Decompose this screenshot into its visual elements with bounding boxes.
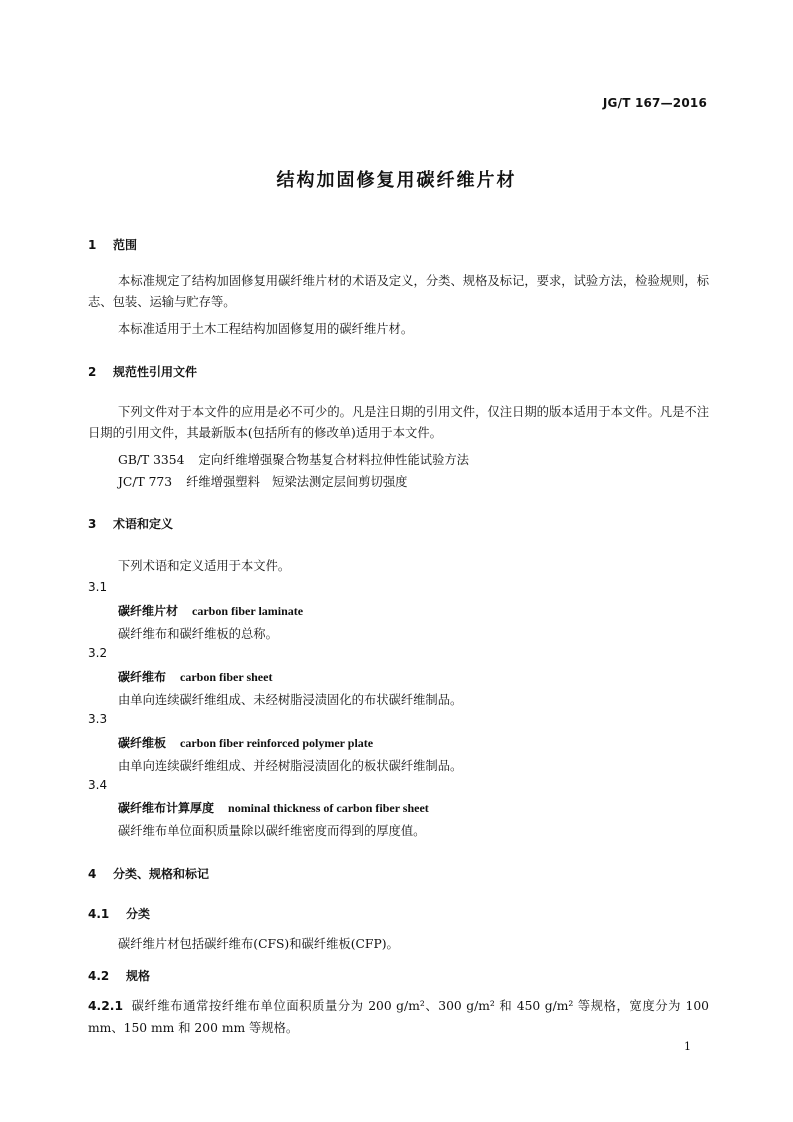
term-entry: [118, 668, 272, 685]
subsection-4-1-heading: [88, 905, 150, 922]
section-3-heading: [88, 515, 173, 532]
reference-title: 定向纤维增强聚合物基复合材料拉伸性能试验方法: [198, 453, 469, 467]
section-1-heading: [88, 236, 137, 253]
term-chinese: 碳纤维片材: [118, 604, 179, 618]
page-number: 1: [684, 1040, 691, 1053]
clause-text: 碳纤维布通常按纤维布单位面积质量分为 200 g/m²、300 g/m² 和 450 g/m² 等规格，宽度分为 100 mm、150 mm 和 200 mm 等规格。: [88, 999, 709, 1035]
term-entry: [118, 734, 373, 751]
section-title: 规范性引用文件: [113, 365, 198, 379]
term-number: 3.4: [88, 778, 108, 792]
section-2-paragraph-1: 下列文件对于本文件的应用是必不可少的。凡是注日期的引用文件，仅注日期的版本适用于本文件。凡是不注日期的引用文件，其最新版本(包括所有的修改单)适用于本文件。: [88, 405, 709, 440]
subsection-4-2-heading: [88, 967, 150, 984]
term-number: 3.1: [88, 580, 108, 594]
term-chinese: 碳纤维布计算厚度: [118, 801, 215, 815]
term-number: 3.3: [88, 712, 108, 726]
normative-reference: [118, 450, 469, 468]
section-3-intro: 下列术语和定义适用于本文件。: [118, 559, 291, 573]
section-1-paragraph-1: 本标准规定了结构加固修复用碳纤维片材的术语及定义，分类、规格及标记，要求，试验方法，检验规则，标志、包装、运输与贮存等。: [88, 274, 709, 309]
section-number: 4: [88, 867, 97, 881]
section-number: 3: [88, 517, 97, 531]
document-title: 结构加固修复用碳纤维片材: [276, 170, 517, 191]
term-english: carbon fiber reinforced polymer plate: [180, 736, 374, 750]
term-chinese: 碳纤维布: [118, 670, 167, 684]
clause-number: 4.2.1: [88, 999, 124, 1013]
term-english: nominal thickness of carbon fiber sheet: [228, 801, 429, 815]
term-number: 3.2: [88, 646, 108, 660]
reference-code: GB/T 3354: [118, 453, 185, 467]
subsection-number: 4.2: [88, 969, 110, 983]
term-entry: [118, 602, 303, 619]
clause-4-2-1: [88, 995, 709, 1039]
section-number: 1: [88, 238, 97, 252]
subsection-4-1-text: 碳纤维片材包括碳纤维布(CFS)和碳纤维板(CFP)。: [118, 937, 399, 951]
term-definition: 由单向连续碳纤维组成、未经树脂浸渍固化的布状碳纤维制品。: [118, 693, 463, 707]
subsection-title: 规格: [126, 969, 151, 983]
subsection-number: 4.1: [88, 907, 110, 921]
document-code-header: JG/T 167—2016: [602, 96, 707, 110]
normative-reference: [118, 472, 407, 490]
term-english: carbon fiber laminate: [192, 604, 304, 618]
term-entry: [118, 799, 429, 816]
section-title: 分类、规格和标记: [113, 867, 210, 881]
reference-code: JC/T 773: [118, 475, 173, 489]
term-definition: 碳纤维布单位面积质量除以碳纤维密度而得到的厚度值。: [118, 824, 426, 838]
term-definition: 碳纤维布和碳纤维板的总称。: [118, 627, 278, 641]
section-title: 术语和定义: [113, 517, 174, 531]
section-1-paragraph-2: 本标准适用于土木工程结构加固修复用的碳纤维片材。: [118, 322, 414, 336]
term-definition: 由单向连续碳纤维组成、并经树脂浸渍固化的板状碳纤维制品。: [118, 759, 463, 773]
section-number: 2: [88, 365, 97, 379]
section-4-heading: [88, 865, 209, 882]
term-english: carbon fiber sheet: [180, 670, 273, 684]
reference-title: 纤维增强塑料 短梁法测定层间剪切强度: [186, 475, 408, 489]
subsection-title: 分类: [126, 907, 151, 921]
term-chinese: 碳纤维板: [118, 736, 167, 750]
section-title: 范围: [113, 238, 138, 252]
section-2-heading: [88, 363, 197, 380]
